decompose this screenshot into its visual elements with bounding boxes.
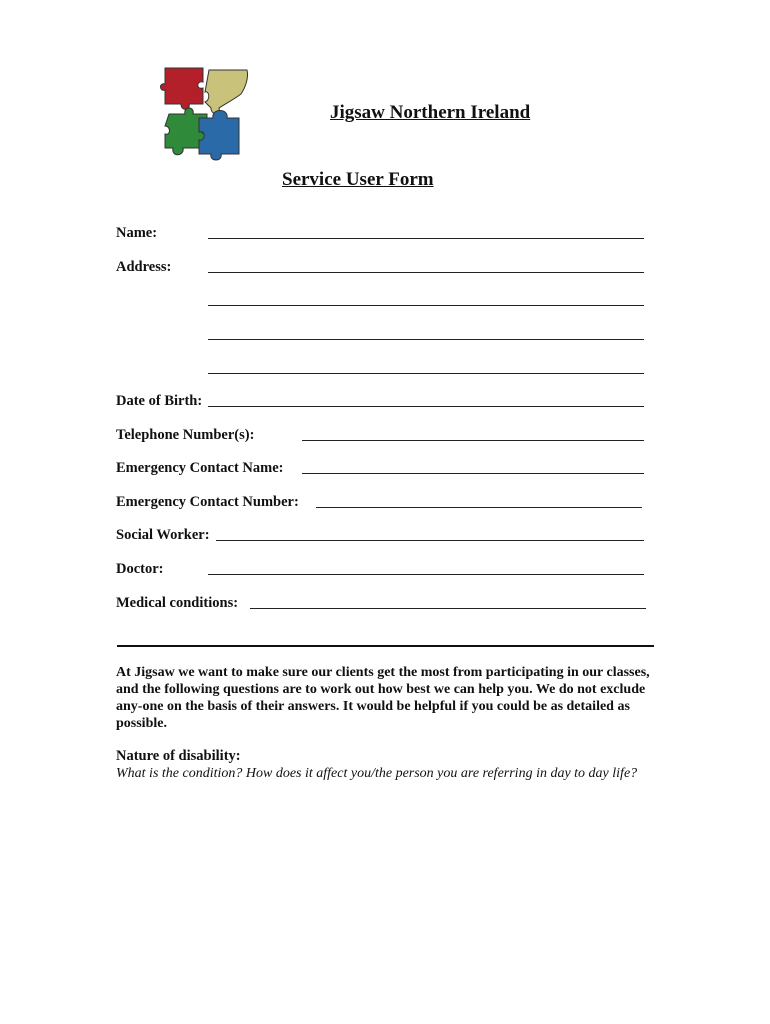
- disability-heading: Nature of disability:: [116, 748, 241, 764]
- address-label: Address:: [116, 259, 172, 275]
- address-field-line-3[interactable]: [208, 339, 644, 340]
- emergency-contact-name-label: Emergency Contact Name:: [116, 460, 284, 476]
- emergency-contact-name-field[interactable]: [302, 473, 644, 474]
- address-field-line-1[interactable]: [208, 272, 644, 273]
- disability-question: What is the condition? How does it affect you/the person you are referring in day to day life?: [116, 766, 638, 781]
- telephone-label: Telephone Number(s):: [116, 427, 255, 443]
- address-field-line-4[interactable]: [208, 373, 644, 374]
- address-field-line-2[interactable]: [208, 305, 644, 306]
- dob-label: Date of Birth:: [116, 393, 203, 409]
- name-label: Name:: [116, 225, 158, 241]
- doctor-label: Doctor:: [116, 561, 164, 577]
- section-divider: [117, 645, 654, 647]
- emergency-contact-number-label: Emergency Contact Number:: [116, 494, 299, 510]
- name-field[interactable]: [208, 238, 644, 239]
- jigsaw-puzzle-logo-icon: [155, 64, 255, 168]
- social-worker-label: Social Worker:: [116, 527, 210, 543]
- telephone-field[interactable]: [302, 440, 644, 441]
- dob-field[interactable]: [208, 406, 644, 407]
- form-title: Service User Form: [282, 169, 434, 190]
- intro-paragraph: At Jigsaw we want to make sure our clients get the most from participating in our classes, and the following questions are to work out how best we can help you. We do not exclude any-one on the basis of their answers. It would be helpful if you could be as detailed as possible.: [116, 665, 650, 731]
- medical-conditions-label: Medical conditions:: [116, 595, 239, 611]
- doctor-field[interactable]: [208, 574, 644, 575]
- social-worker-field[interactable]: [216, 540, 644, 541]
- organisation-title: Jigsaw Northern Ireland: [330, 102, 531, 123]
- medical-conditions-field[interactable]: [250, 608, 646, 609]
- emergency-contact-number-field[interactable]: [316, 507, 642, 508]
